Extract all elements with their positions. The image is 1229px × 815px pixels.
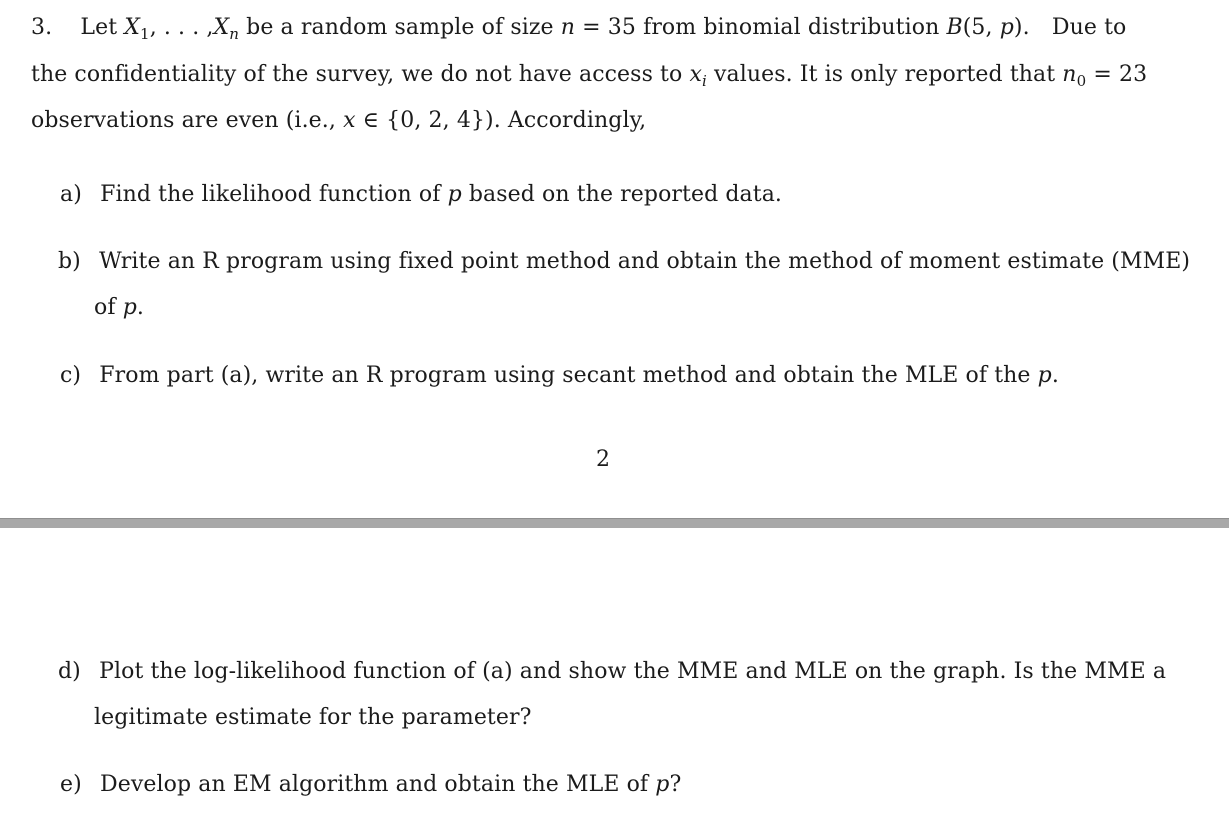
- part-b-line-2: of p.: [94, 295, 144, 320]
- part-c-label: c): [60, 363, 82, 388]
- problem-number: 3.: [31, 15, 53, 40]
- problem-intro-line-2: the confidentiality of the survey, we do not have access to $x_i$ values. It is only reported that $n_0 = 23$: [31, 62, 1148, 90]
- problem-intro-line-3: observations are even (i.e., x ∈ {0, 2, 4}). Accordingly,: [31, 108, 647, 133]
- part-b-label: b): [58, 249, 81, 274]
- part-e-label: e): [60, 772, 82, 797]
- part-e: e) Develop an EM algorithm and obtain the MLE of p?: [60, 772, 682, 797]
- part-d-line-2: legitimate estimate for the parameter?: [94, 705, 532, 730]
- part-b-line-1: b) Write an R program using fixed point method and obtain the method of moment estimate (MME): [58, 249, 1191, 274]
- page-lower: [0, 528, 1229, 815]
- part-d-label: d): [58, 659, 81, 684]
- part-c: c) From part (a), write an R program using secant method and obtain the MLE of the p.: [60, 363, 1059, 388]
- part-a-label: a): [60, 182, 82, 207]
- problem-intro-line-1: 3. Let $X_1$, . . . $,X_n$ be a random sample of size n = 35 from binomial distribution B(5, p). Due to: [31, 15, 1127, 43]
- part-d-line-1: d) Plot the log-likelihood function of (a) and show the MME and MLE on the graph. Is the MME a: [58, 659, 1167, 684]
- part-a: a) Find the likelihood function of p based on the reported data.: [60, 182, 783, 207]
- page-separator: [0, 518, 1229, 528]
- page-number: 2: [596, 447, 610, 472]
